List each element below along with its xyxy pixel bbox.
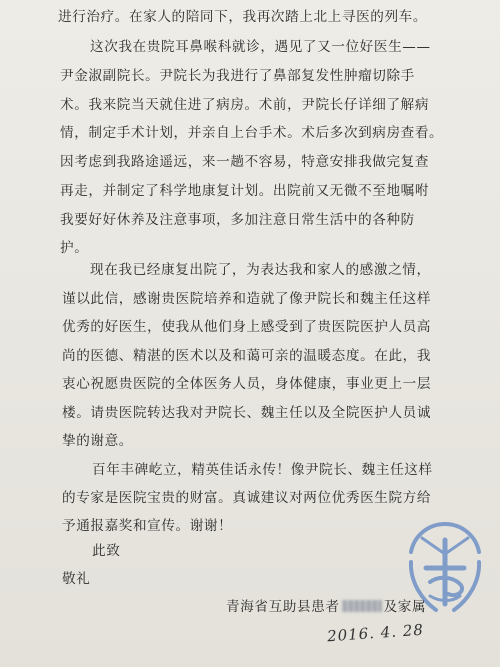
letter-line: 术。我来院当天就住进了病房。术前，尹院长仔详细了解病: [60, 97, 430, 113]
letter-line: 因考虑到我路途遥远，来一趟不容易，特意安排我做完复查: [60, 154, 430, 170]
signature-line: [226, 600, 426, 615]
letter-line: 进行治疗。在家人的陪同下，我再次踏上北上寻医的列车。: [58, 9, 428, 25]
letter-line: 优秀的好医生，使我从他们身上感受到了贵医院医护人员高: [62, 319, 432, 335]
watermark-logo-icon: [400, 518, 490, 618]
letter-line: 尹金淑副院长。尹院长为我进行了鼻部复发性肿瘤切除手: [60, 68, 415, 84]
letter-line: 我要好好休养及注意事项，多加注意日常生活中的各种防: [60, 212, 415, 228]
signature-prefix: 青海省互助县患者: [226, 599, 340, 615]
signature-suffix: 及家属: [383, 599, 427, 615]
letter-line: 楼。请贵医院转达我对尹院长、魏主任以及全院医护人员诚: [62, 405, 432, 421]
letter-line: 这次我在贵院耳鼻喉科就诊，遇见了又一位好医生——: [90, 39, 431, 55]
letter-line: 的专家是医院宝贵的财富。真诚建议对两位优秀医生院方给: [62, 490, 432, 506]
letter-line: 挚的谢意。: [62, 433, 133, 449]
letter-line: 再走，并制定了科学地康复计划。出院前又无微不至地嘱咐: [60, 183, 430, 199]
letter-line: 予通报嘉奖和宣传。谢谢！: [62, 518, 233, 534]
letter-line: 尚的医德、精湛的医术以及和蔼可亲的温暖态度。在此，我: [62, 348, 432, 364]
letter-line: 现在我已经康复出院了，为表达我和家人的感激之情，: [90, 262, 431, 278]
closing-salutation: 此致: [92, 543, 121, 559]
closing-regards: 敬礼: [62, 571, 91, 587]
letter-line: 谨以此信，感谢贵医院培养和造就了像尹院长和魏主任这样: [62, 291, 432, 307]
letter-line: 百年丰碑屹立，精英佳话永传！像尹院长、魏主任这样: [92, 462, 433, 478]
letter-line: 衷心祝愿贵医院的全体医务人员，身体健康，事业更上一层: [62, 376, 432, 392]
redacted-name: [342, 600, 382, 612]
handwritten-date: 2016. 4. 28: [326, 620, 425, 646]
letter-line: 情，制定手术计划，并亲自上台手术。术后多次到病房查看。: [60, 125, 444, 141]
letter-line: 护。: [60, 240, 89, 256]
